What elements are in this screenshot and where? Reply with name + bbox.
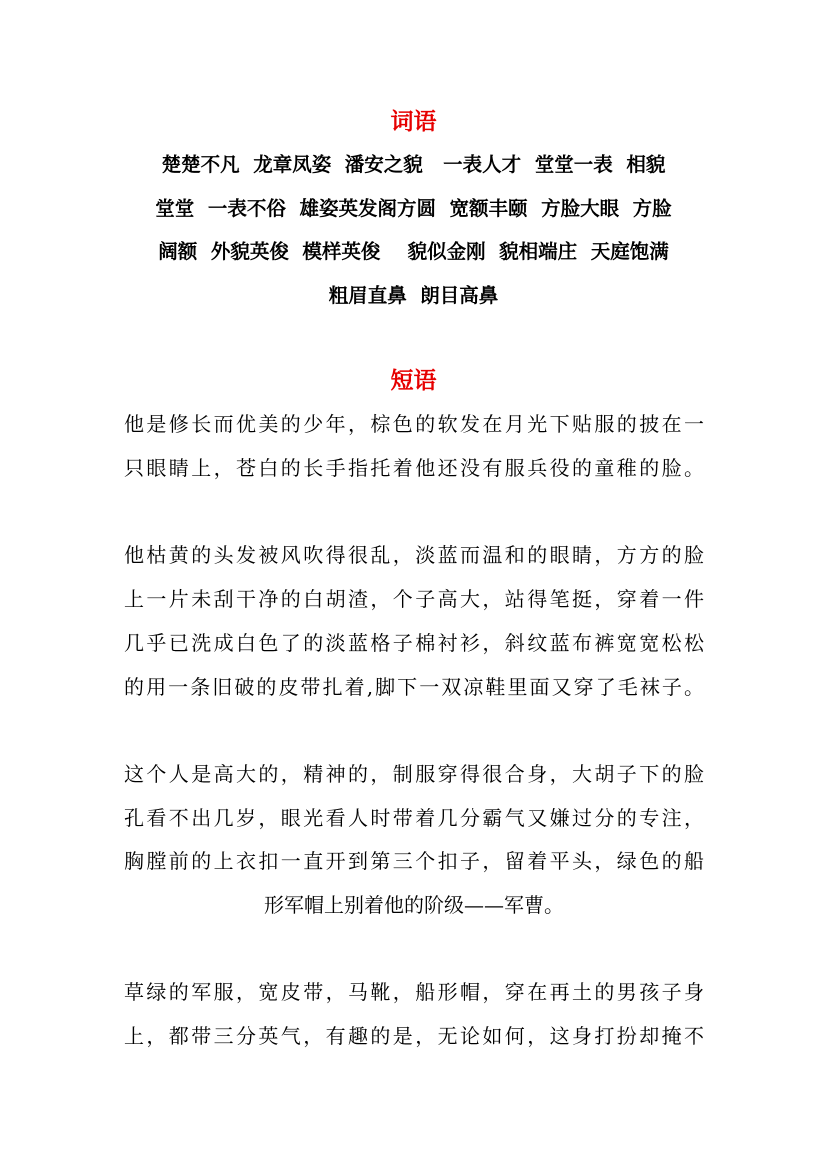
vocab-line: 阔额 外貌英俊 模样英俊 貌似金刚 貌相端庄 天庭饱满 (158, 240, 669, 263)
phrases-heading: 短语 (390, 367, 437, 394)
paragraph-line: 胸膛前的上衣扣一直开到第三个扣子，留着平头，绿色的船 (124, 849, 704, 873)
paragraph-line: 形军帽上别着他的阶级——军曹。 (264, 893, 564, 917)
vocab-line: 楚楚不凡 龙章凤姿 潘安之貌 一表人才 堂堂一表 相貌 (161, 153, 666, 176)
paragraph-line: 他枯黄的头发被风吹得很乱，淡蓝而温和的眼睛，方方的脸 (124, 543, 704, 567)
vocab-line: 堂堂 一表不俗 雄姿英发阁方圆 宽额丰颐 方脸大眼 方脸 (155, 197, 672, 220)
paragraph-line: 只眼睛上，苍白的长手指托着他还没有服兵役的童稚的脸。 (124, 456, 704, 480)
vocab-heading: 词语 (390, 108, 437, 135)
paragraph-line: 这个人是高大的，精神的，制服穿得很合身，大胡子下的脸 (124, 762, 704, 786)
paragraph-line: 孔看不出几岁，眼光看人时带着几分霸气又嫌过分的专注， (124, 806, 704, 830)
paragraph-line: 上一片未刮干净的白胡渣，个子高大，站得笔挺，穿着一件 (124, 587, 704, 611)
paragraph-line: 他是修长而优美的少年，棕色的软发在月光下贴服的披在一 (124, 412, 704, 436)
paragraph-line: 的用一条旧破的皮带扎着,脚下一双凉鞋里面又穿了毛袜子。 (124, 675, 704, 699)
vocab-line: 粗眉直鼻 朗目高鼻 (328, 284, 499, 307)
paragraph-line: 上，都带三分英气，有趣的是，无论如何，这身打扮却掩不 (124, 1024, 704, 1048)
paragraph-line: 草绿的军服，宽皮带，马靴，船形帽，穿在再土的男孩子身 (124, 980, 704, 1004)
paragraph-line: 几乎已洗成白色了的淡蓝格子棉衬衫，斜纹蓝布裤宽宽松松 (124, 631, 704, 655)
